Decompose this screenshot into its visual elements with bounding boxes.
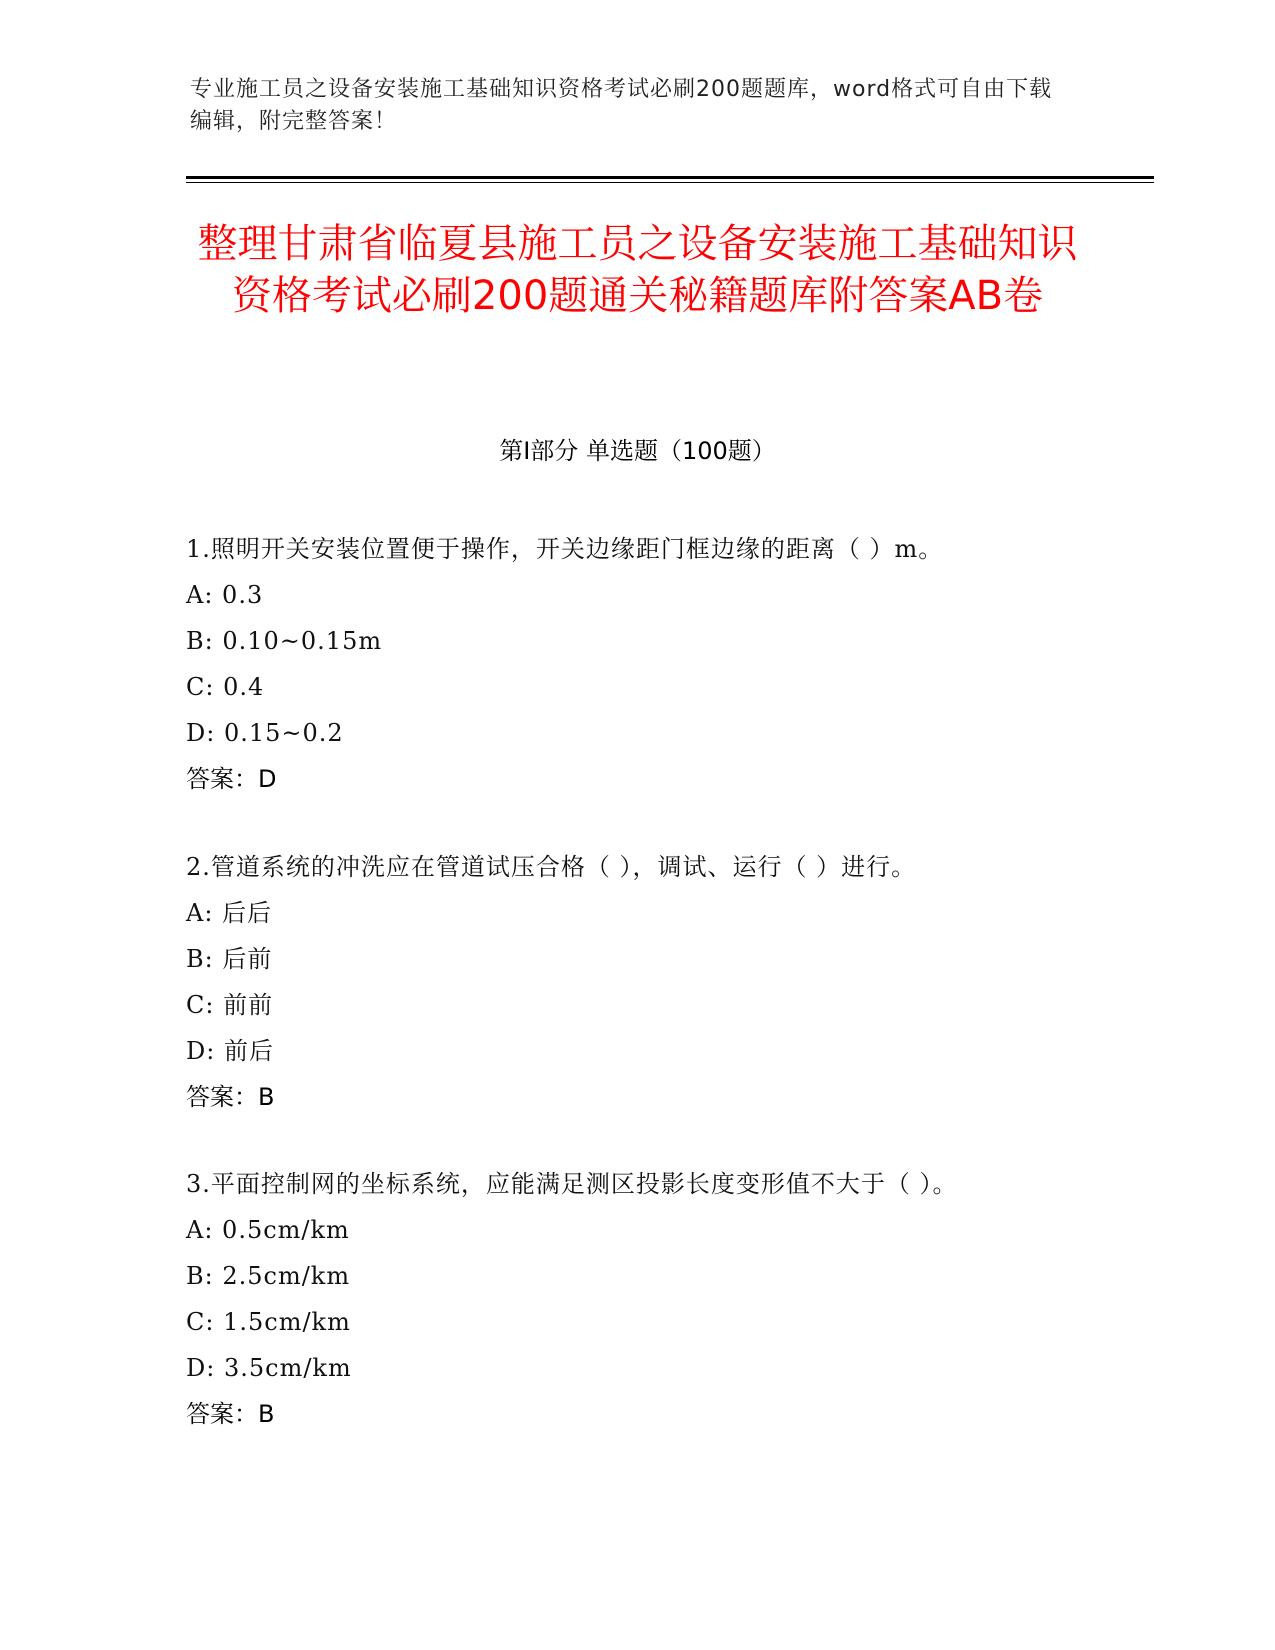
question-3: [186, 1167, 1086, 1431]
option-b: B: 0.10~0.15m: [186, 627, 383, 655]
option-c: C: 0.4: [186, 673, 265, 701]
option-b: B: 后前: [186, 945, 273, 973]
option-d: D: 3.5cm/km: [186, 1354, 352, 1382]
header-divider: [186, 176, 1154, 179]
question-2: [186, 850, 1086, 1114]
option-a: A: 后后: [186, 899, 273, 927]
header-divider-thin: [186, 182, 1154, 183]
option-a: A: 0.5cm/km: [186, 1216, 350, 1244]
option-c: C: 1.5cm/km: [186, 1308, 351, 1336]
option-d: D: 前后: [186, 1037, 274, 1065]
option-c: C: 前前: [186, 991, 274, 1019]
answer-text: 答案：D: [186, 765, 277, 793]
question-stem: 1.照明开关安装位置便于操作，开关边缘距门框边缘的距离（ ）m。: [186, 535, 944, 563]
answer-text: 答案：B: [186, 1400, 275, 1428]
question-1: [186, 532, 1086, 796]
document-title: 整理甘肃省临夏县施工员之设备安装施工基础知识资格考试必刷200题通关秘籍题库附答案AB卷: [197, 221, 1078, 319]
option-d: D: 0.15~0.2: [186, 719, 344, 747]
option-a: A: 0.3: [186, 581, 264, 609]
header-note: 专业施工员之设备安装施工基础知识资格考试必刷200题题库，word格式可自由下载编辑，附完整答案！: [190, 77, 1053, 134]
question-stem: 3.平面控制网的坐标系统，应能满足测区投影长度变形值不大于（ ）。: [186, 1170, 958, 1198]
section-heading: 第Ⅰ部分 单选题（100题）: [499, 437, 776, 465]
answer-text: 答案：B: [186, 1083, 275, 1111]
question-stem: 2.管道系统的冲洗应在管道试压合格（ ），调试、运行（ ）进行。: [186, 853, 917, 881]
option-b: B: 2.5cm/km: [186, 1262, 351, 1290]
